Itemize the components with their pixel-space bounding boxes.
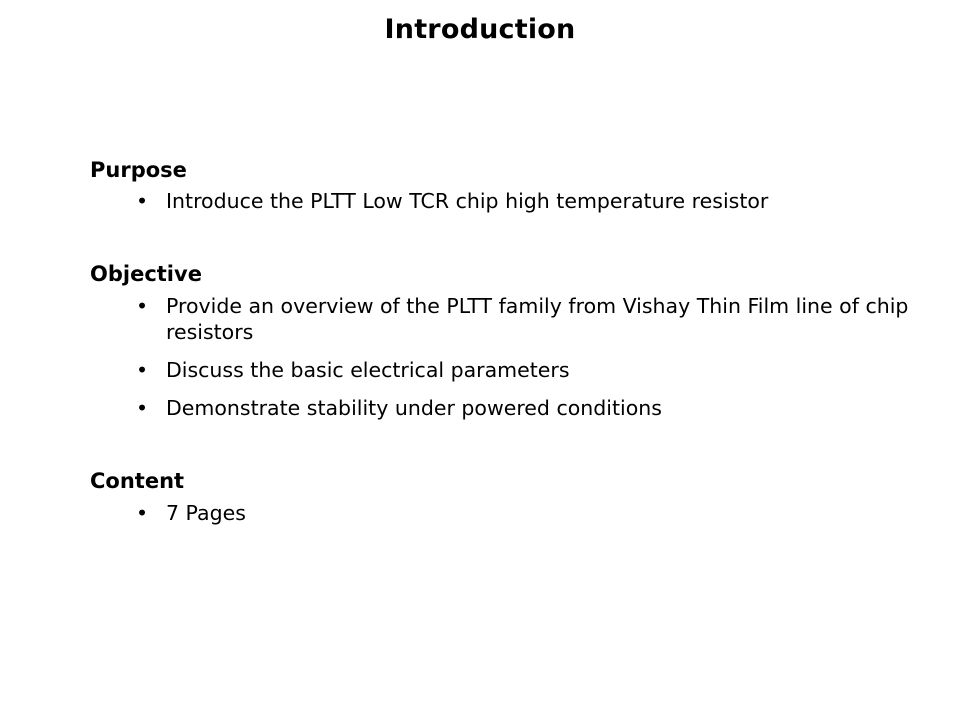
- list-item: [90, 293, 930, 345]
- bullet-list: [90, 293, 930, 422]
- section-purpose: [90, 158, 930, 214]
- bullet-point-icon: •: [136, 500, 149, 525]
- list-item: [90, 395, 930, 421]
- slide-body: [90, 158, 930, 538]
- section-heading: Content: [90, 469, 185, 494]
- list-item-text: 7 Pages: [166, 500, 246, 525]
- section-heading: Purpose: [90, 158, 187, 182]
- list-item: [90, 500, 930, 526]
- list-item-text: Provide an overview of the PLTT family from Vishay Thin Film line of chip resistors: [166, 293, 909, 344]
- bullet-point-icon: •: [136, 396, 149, 421]
- list-item: [90, 188, 930, 214]
- section-content: [90, 469, 930, 525]
- bullet-point-icon: •: [136, 293, 149, 318]
- spacer: [90, 226, 930, 262]
- spacer: [90, 433, 930, 469]
- bullet-point-icon: •: [136, 357, 149, 382]
- list-item-text: Demonstrate stability under powered conditions: [166, 396, 662, 421]
- bullet-list: [90, 188, 930, 214]
- bullet-list: [90, 500, 930, 526]
- page-title: Introduction: [384, 14, 576, 45]
- section-heading: Objective: [90, 262, 202, 287]
- list-item: [90, 357, 930, 383]
- bullet-point-icon: •: [136, 189, 149, 214]
- list-item-text: Discuss the basic electrical parameters: [166, 357, 570, 382]
- section-objective: [90, 262, 930, 421]
- list-item-text: Introduce the PLTT Low TCR chip high temperature resistor: [166, 189, 769, 214]
